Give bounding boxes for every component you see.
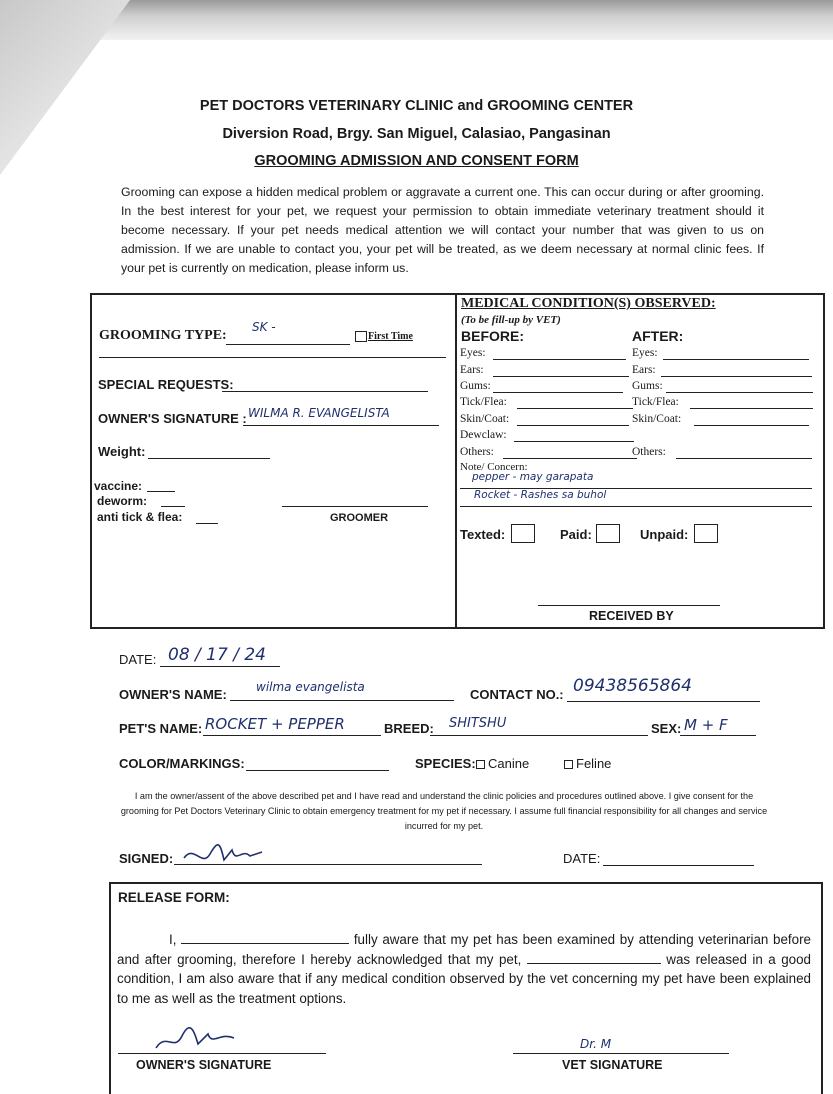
grooming-type-value[interactable]: SK - xyxy=(252,320,276,334)
deworm-line xyxy=(161,506,185,507)
contact-label: CONTACT NO.: xyxy=(470,687,564,702)
release-i-text: I, xyxy=(169,932,177,947)
note-underline-2 xyxy=(460,506,812,507)
vet-signature-line xyxy=(513,1053,729,1054)
release-paragraph xyxy=(117,930,811,1008)
owner-signature-line xyxy=(243,425,439,426)
vet-signature-value[interactable]: Dr. M xyxy=(580,1037,612,1051)
form-title: GROOMING ADMISSION AND CONSENT FORM xyxy=(254,153,579,169)
date-value[interactable]: 08 / 17 / 24 xyxy=(168,645,266,665)
note-line-2[interactable]: Rocket - Rashes sa buhol xyxy=(474,489,607,501)
owner-name-label: OWNER'S NAME: xyxy=(119,687,227,702)
sex-label: SEX: xyxy=(651,721,682,736)
date-line xyxy=(160,666,280,667)
note-line-1[interactable]: pepper - may garapata xyxy=(472,471,594,483)
feline-checkbox[interactable] xyxy=(564,760,573,769)
anti-tick-line xyxy=(196,523,218,524)
canine-checkbox[interactable] xyxy=(476,760,485,769)
breed-value[interactable]: SHITSHU xyxy=(449,716,507,731)
medical-subtitle: (To be fill-up by VET) xyxy=(461,314,561,326)
groomer-label: GROOMER xyxy=(330,512,389,524)
contact-line xyxy=(567,701,760,702)
signed-label: SIGNED: xyxy=(119,851,174,866)
special-requests-label: SPECIAL REQUESTS: xyxy=(98,377,234,392)
grooming-extra-line xyxy=(99,357,446,358)
unpaid-checkbox[interactable] xyxy=(694,524,718,543)
after-field-line[interactable] xyxy=(663,359,809,360)
after-field-label: Tick/Flea: xyxy=(632,396,679,408)
before-label: BEFORE: xyxy=(461,328,524,344)
release-body-text-1: fully aware that my pet has been examined by attending veterinarian before and after grooming, therefore I hereby acknowledged that my pet, xyxy=(117,932,811,967)
box-divider xyxy=(455,293,457,627)
owner-signature-value[interactable]: WILMA R. EVANGELISTA xyxy=(248,406,390,420)
before-field-line[interactable] xyxy=(493,392,623,393)
owner-release-label: OWNER'S SIGNATURE xyxy=(136,1058,272,1072)
contact-value[interactable]: 09438565864 xyxy=(573,676,692,696)
received-by-line xyxy=(538,605,720,606)
after-field-line[interactable] xyxy=(690,408,813,409)
before-field-line[interactable] xyxy=(493,376,629,377)
anti-tick-label: anti tick & flea: xyxy=(97,510,183,524)
sex-value[interactable]: M + F xyxy=(684,716,728,734)
paper-fold xyxy=(0,0,130,175)
deworm-label: deworm: xyxy=(97,494,148,508)
medical-title: MEDICAL CONDITION(S) OBSERVED: xyxy=(461,296,716,311)
special-requests-line xyxy=(222,391,428,392)
canine-label: Canine xyxy=(488,756,530,771)
signed-date-label: DATE: xyxy=(563,851,601,866)
feline-label: Feline xyxy=(576,756,612,771)
before-field-label: Gums: xyxy=(460,380,491,392)
note-label: Note/ Concern: xyxy=(460,461,528,473)
before-field-label: Ears: xyxy=(460,364,484,376)
release-body-text-2: was released in a good condition, I am also aware that if any medical condition observed by the vet concerning my pet have been explained to me as well as the treatment options. xyxy=(117,951,811,1006)
date-label: DATE: xyxy=(119,652,157,667)
owner-release-line xyxy=(118,1053,326,1054)
after-field-line[interactable] xyxy=(666,392,813,393)
after-field-label: Ears: xyxy=(632,364,656,376)
before-field-label: Dewclaw: xyxy=(460,429,507,441)
texted-checkbox[interactable] xyxy=(511,524,535,543)
species-label: SPECIES: xyxy=(415,756,476,771)
after-field-line[interactable] xyxy=(694,425,809,426)
texted-label: Texted: xyxy=(460,527,506,542)
before-field-line[interactable] xyxy=(493,359,626,360)
signed-signature[interactable] xyxy=(180,838,270,876)
first-time-label: First Time xyxy=(368,331,413,342)
pet-name-line xyxy=(203,735,381,736)
before-field-label: Skin/Coat: xyxy=(460,413,510,425)
color-line xyxy=(246,770,389,771)
after-field-line[interactable] xyxy=(661,376,812,377)
intro-paragraph: Grooming can expose a hidden medical problem or aggravate a current one. This can occur during or after grooming. In the best interest for your pet, we request your permission to obtain immediate veterinary treatment should it become necessary. If your pet needs medical attention we will contact your number that was given to us on admission. If we are unable to contact you, your pet will be treated, as we deem necessary at normal clinic fees. If your pet is currently on medication, please inform us. xyxy=(121,185,764,275)
groomer-line xyxy=(282,506,428,507)
owner-signature-label: OWNER'S SIGNATURE : xyxy=(98,411,247,426)
paid-checkbox[interactable] xyxy=(596,524,620,543)
after-field-label: Others: xyxy=(632,446,666,458)
vaccine-label: vaccine: xyxy=(94,479,143,493)
after-field-label: Gums: xyxy=(632,380,663,392)
owner-name-value[interactable]: wilma evangelista xyxy=(256,680,365,694)
vaccine-line xyxy=(147,491,175,492)
paid-label: Paid: xyxy=(560,527,592,542)
release-pet-blank[interactable] xyxy=(527,953,661,964)
breed-line xyxy=(430,735,648,736)
pet-name-value[interactable]: ROCKET + PEPPER xyxy=(205,715,345,733)
before-field-label: Others: xyxy=(460,446,494,458)
before-field-label: Tick/Flea: xyxy=(460,396,507,408)
grooming-type-label: GROOMING TYPE: xyxy=(99,328,227,343)
received-by-label: RECEIVED BY xyxy=(589,609,674,623)
before-field-line[interactable] xyxy=(514,441,634,442)
after-label: AFTER: xyxy=(632,328,684,344)
color-label: COLOR/MARKINGS: xyxy=(119,756,245,771)
release-owner-signature[interactable] xyxy=(150,1024,240,1056)
pet-name-label: PET'S NAME: xyxy=(119,721,203,736)
grooming-type-line xyxy=(226,344,350,345)
sex-line xyxy=(680,735,756,736)
consent-paragraph: I am the owner/assent of the above described pet and I have read and understand the clinic policies and procedures outlined above. I give consent for the grooming for Pet Doctors Veterinary Clinic to obtain emergency treatment for my pet if necessary. I assume full financial responsibility for all changes and service incurred for my pet. xyxy=(120,791,768,831)
release-title: RELEASE FORM: xyxy=(118,890,230,905)
before-field-label: Eyes: xyxy=(460,347,486,359)
clinic-name: PET DOCTORS VETERINARY CLINIC and GROOMING CENTER xyxy=(199,98,634,114)
owner-name-line xyxy=(230,700,454,701)
release-owner-blank[interactable] xyxy=(181,933,349,944)
clinic-address: Diversion Road, Brgy. San Miguel, Calasiao, Pangasinan xyxy=(222,126,611,142)
unpaid-label: Unpaid: xyxy=(640,527,689,542)
signed-date-line xyxy=(603,865,754,866)
before-field-line[interactable] xyxy=(517,425,629,426)
before-field-line[interactable] xyxy=(503,458,637,459)
first-time-checkbox[interactable] xyxy=(355,331,367,342)
weight-label: Weight: xyxy=(98,444,146,459)
vet-signature-label: VET SIGNATURE xyxy=(562,1058,663,1072)
weight-line xyxy=(148,458,270,459)
before-field-line[interactable] xyxy=(517,408,633,409)
after-field-line[interactable] xyxy=(676,458,812,459)
after-field-label: Eyes: xyxy=(632,347,658,359)
breed-label: BREED: xyxy=(384,721,434,736)
after-field-label: Skin/Coat: xyxy=(632,413,682,425)
